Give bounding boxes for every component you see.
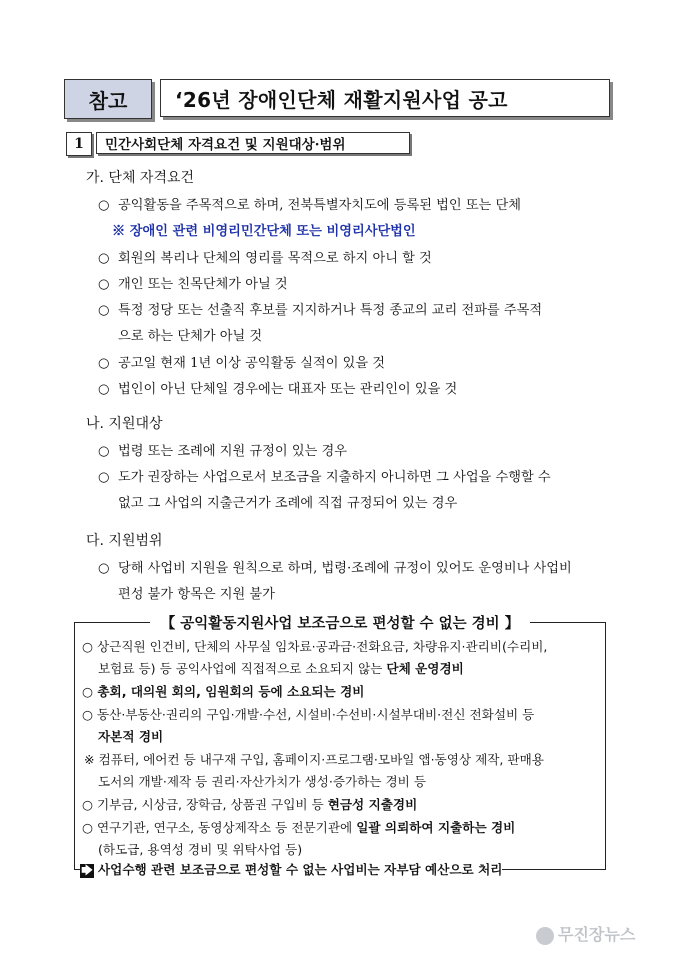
reference-label: 참고	[64, 79, 152, 119]
list-item: ○ 법인이 아닌 단체일 경우에는 대표자 또는 관리인이 있을 것	[98, 382, 458, 397]
list-item: ○ 도가 권장하는 사업으로서 보조금을 지출하지 아니하면 그 사업을 수행할 수	[98, 470, 551, 485]
page-title: ‘26년 장애인단체 재활지원사업 공고	[160, 79, 610, 117]
box-item: ○ 총회, 대의원 회의, 임원회의 등에 소요되는 경비	[82, 684, 365, 699]
box-note-continuation: 도서의 개발·제작 등 권리·자산가치가 생성·증가하는 경비 등	[98, 774, 427, 789]
heading-da: 다. 지원범위	[86, 533, 163, 549]
heading-na: 나. 지원대상	[86, 416, 163, 432]
box-item-continuation: 자본적 경비	[98, 729, 164, 744]
box-item: ○ 동산·부동산·권리의 구입·개발·수선, 시설비·수선비·시설부대비·전신 전화설비 등	[82, 707, 535, 722]
list-item-continuation: 없고 그 사업의 지출근거가 조례에 직접 규정되어 있는 경우	[118, 496, 458, 511]
box-title: 【 공익활동지원사업 보조금으로 편성할 수 없는 경비 】	[160, 615, 520, 632]
list-item: ○ 회원의 복리나 단체의 영리를 목적으로 하지 아니 할 것	[98, 251, 432, 266]
list-item: ○ 법령 또는 조례에 지원 규정이 있는 경우	[98, 444, 347, 459]
list-item-continuation: 으로 하는 단체가 아닐 것	[118, 329, 263, 344]
list-item: ○ 특정 정당 또는 선출직 후보를 지지하거나 특정 종교의 교리 전파를 주목적	[98, 303, 543, 318]
watermark-logo-icon	[536, 927, 554, 945]
list-item: ○ 개인 또는 친목단체가 아닐 것	[98, 277, 288, 292]
box-item-continuation: (하도급, 용역성 경비 및 위탁사업 등)	[98, 842, 303, 857]
list-item: ○ 공익활동을 주목적으로 하며, 전북특별자치도에 등록된 법인 또는 단체	[98, 198, 521, 213]
box-item: ○ 상근직원 인건비, 단체의 사무실 임차료·공과금·전화요금, 차량유지·관리비(수리비,	[82, 639, 548, 654]
heading-ga: 가. 단체 자격요건	[86, 170, 195, 186]
box-title-wrap	[150, 611, 530, 633]
list-item: ○ 당해 사업비 지원을 원칙으로 하며, 법령·조례에 규정이 있어도 운영비나 사업비	[98, 561, 572, 576]
box-note: ※ 컴퓨터, 에어컨 등 내구재 구입, 홈페이지·프로그램·모바일 앱·동영상 제작, 판매용	[84, 752, 544, 767]
box-item-continuation: 보험료 등) 등 공익사업에 직접적으로 소요되지 않는 단체 운영경비	[98, 661, 464, 676]
watermark: 무진장뉴스	[536, 922, 635, 945]
list-item: ○ 공고일 현재 1년 이상 공익활동 실적이 있을 것	[98, 356, 386, 371]
arrow-icon: 🡆	[81, 864, 93, 877]
note-line: ※ 장애인 관련 비영리민간단체 또는 비영리사단법인	[112, 224, 416, 239]
box-item: ○ 연구기관, 연구소, 동영상제작소 등 전문기관에 일괄 의뢰하여 지출하는 경비	[82, 820, 516, 835]
list-item-continuation: 편성 불가 항목은 지원 불가	[118, 587, 275, 602]
box-item: ○ 기부금, 시상금, 장학금, 상품권 구입비 등 현금성 지출경비	[82, 797, 418, 812]
box-conclusion: 🡆 사업수행 관련 보조금으로 편성할 수 없는 사업비는 자부담 예산으로 처리	[80, 859, 502, 878]
section-number: 1	[66, 132, 92, 156]
section-title: 민간사회단체 자격요건 및 지원대상·범위	[96, 132, 410, 154]
